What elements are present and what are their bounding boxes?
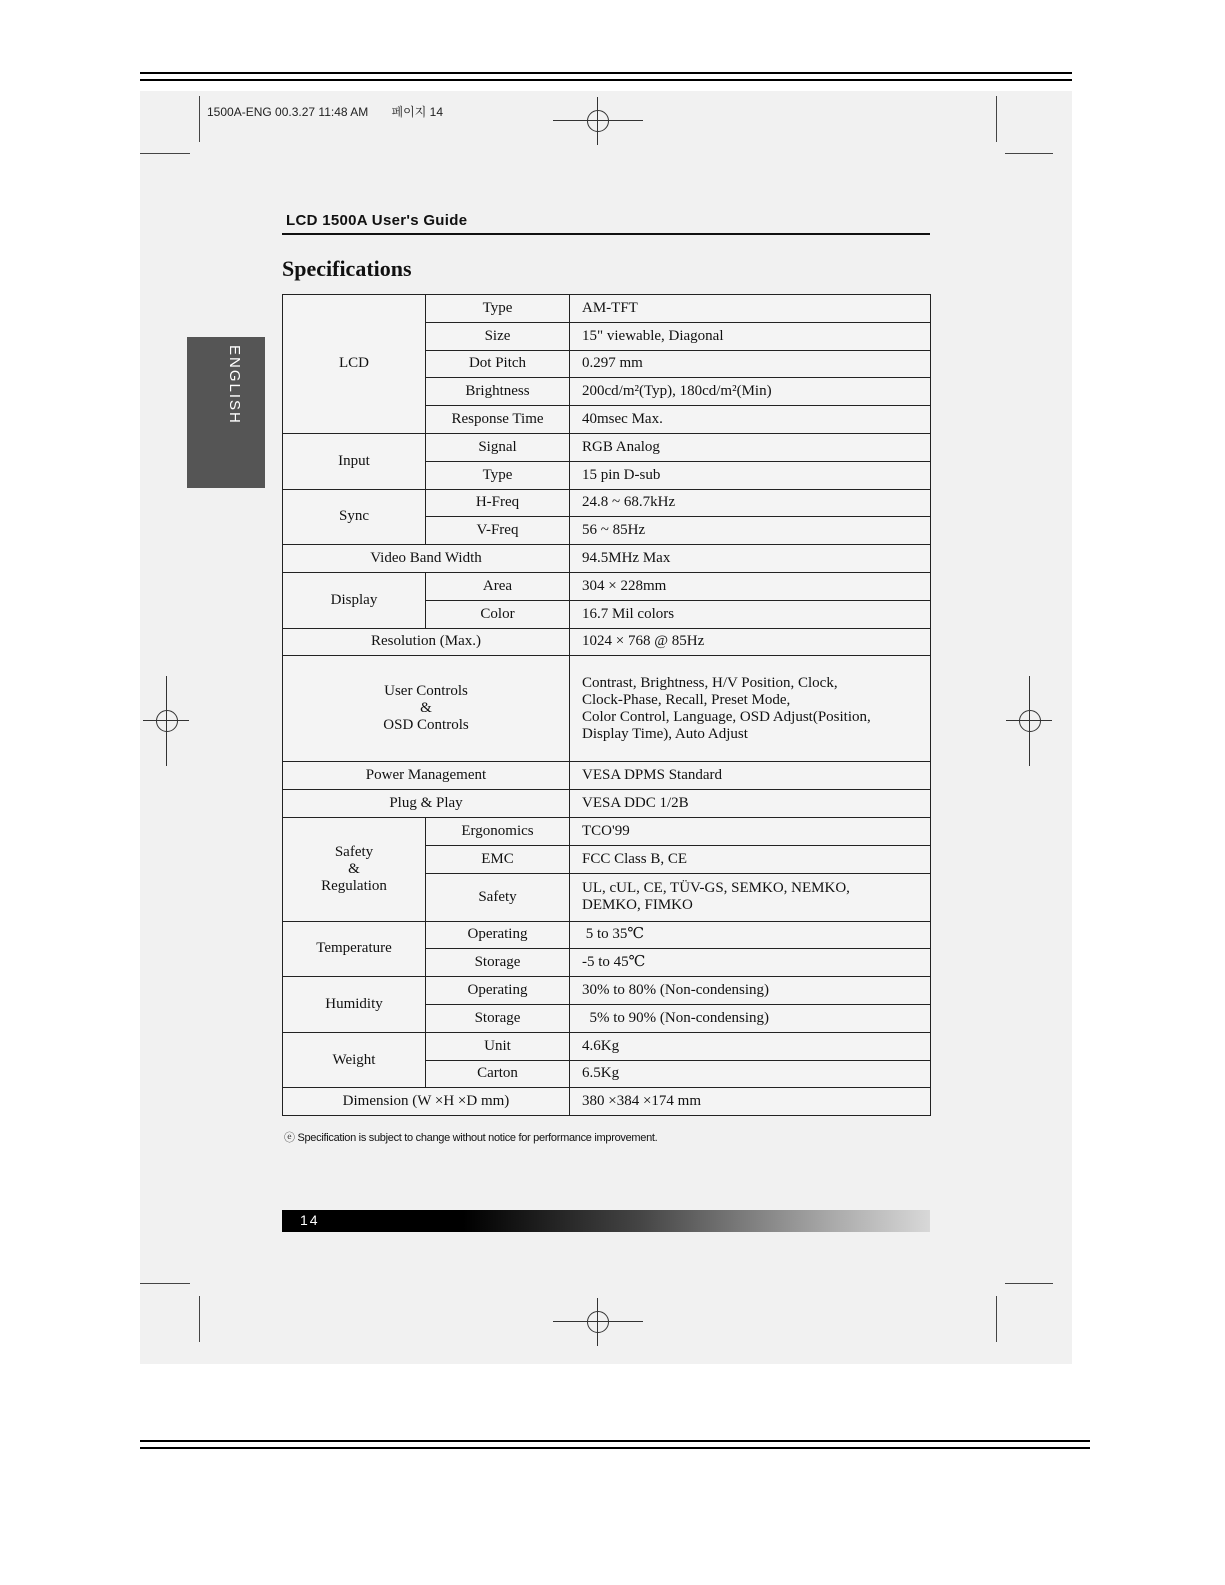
spec-value-cell: 0.297 mm — [570, 350, 931, 378]
spec-item-cell: EMC — [426, 845, 570, 873]
spec-item-cell: Size — [426, 322, 570, 350]
spec-row — [283, 545, 931, 573]
spec-value-cell: 30% to 80% (Non-condensing) — [570, 977, 931, 1005]
spec-value-cell: 1024 × 768 @ 85Hz — [570, 628, 931, 656]
spec-item-cell: Storage — [426, 949, 570, 977]
spec-value-cell: 15" viewable, Diagonal — [570, 322, 931, 350]
spec-group-cell: Temperature — [283, 921, 426, 977]
spec-value-cell: TCO'99 — [570, 817, 931, 845]
spec-row — [283, 433, 931, 461]
spec-item-cell: V-Freq — [426, 517, 570, 545]
spec-group-cell: User Controls & OSD Controls — [283, 656, 570, 762]
spec-item-cell: Carton — [426, 1060, 570, 1088]
spec-value-cell: 15 pin D-sub — [570, 461, 931, 489]
spec-value-cell: -5 to 45℃ — [570, 949, 931, 977]
spec-value-cell: 56 ~ 85Hz — [570, 517, 931, 545]
page-number-bar — [282, 1210, 930, 1232]
spec-group-cell: Input — [283, 433, 426, 489]
spec-value-cell: RGB Analog — [570, 433, 931, 461]
spec-value-cell: 304 × 228mm — [570, 572, 931, 600]
spec-value-cell: VESA DDC 1/2B — [570, 790, 931, 818]
crop-mark — [199, 1296, 200, 1342]
registration-mark-icon — [553, 1298, 643, 1346]
spec-value-cell: FCC Class B, CE — [570, 845, 931, 873]
crop-mark — [1005, 1283, 1053, 1284]
spec-value-cell: 6.5Kg — [570, 1060, 931, 1088]
spec-row — [283, 489, 931, 517]
spec-item-cell: Response Time — [426, 406, 570, 434]
spec-value-cell: 4.6Kg — [570, 1032, 931, 1060]
top-double-rule — [140, 72, 1072, 81]
spec-group-cell: Plug & Play — [283, 790, 570, 818]
spec-item-cell: Type — [426, 295, 570, 323]
spec-value-cell: AM-TFT — [570, 295, 931, 323]
spec-value-cell: 40msec Max. — [570, 406, 931, 434]
crop-mark — [199, 96, 200, 142]
language-tab — [187, 337, 265, 488]
footnote: ⓔ Specification is subject to change without notice for performance improvement. — [284, 1132, 658, 1144]
crop-mark — [996, 96, 997, 142]
spec-row — [283, 572, 931, 600]
spec-item-cell: Type — [426, 461, 570, 489]
bottom-double-rule — [140, 1440, 1090, 1449]
page-number: 14 — [300, 1212, 320, 1228]
registration-mark-icon — [553, 97, 643, 145]
spec-group-cell: Dimension (W ×H ×D mm) — [283, 1088, 570, 1116]
specifications-table — [282, 294, 931, 1116]
spec-value-cell: 16.7 Mil colors — [570, 600, 931, 628]
spec-item-cell: Safety — [426, 873, 570, 921]
spec-group-cell: Resolution (Max.) — [283, 628, 570, 656]
spec-row — [283, 628, 931, 656]
printer-slug: 1500A-ENG 00.3.27 11:48 AM 페이지 14 — [207, 105, 444, 119]
spec-item-cell: Area — [426, 572, 570, 600]
spec-row — [283, 656, 931, 762]
spec-row — [283, 1088, 931, 1116]
spec-group-cell: Humidity — [283, 977, 426, 1033]
spec-row — [283, 921, 931, 949]
spec-value-cell: 200cd/m²(Typ), 180cd/m²(Min) — [570, 378, 931, 406]
spec-value-cell: 94.5MHz Max — [570, 545, 931, 573]
spec-row — [283, 790, 931, 818]
spec-row — [283, 762, 931, 790]
crop-mark — [140, 1283, 190, 1284]
crop-mark — [996, 1296, 997, 1342]
guide-header-title: LCD 1500A User's Guide — [286, 212, 468, 229]
spec-item-cell: Operating — [426, 921, 570, 949]
spec-item-cell: Ergonomics — [426, 817, 570, 845]
spec-group-cell: Power Management — [283, 762, 570, 790]
spec-item-cell: Signal — [426, 433, 570, 461]
page-title: Specifications — [282, 256, 412, 281]
registration-mark-icon — [143, 676, 189, 766]
spec-item-cell: H-Freq — [426, 489, 570, 517]
spec-value-cell: 24.8 ~ 68.7kHz — [570, 489, 931, 517]
spec-item-cell: Dot Pitch — [426, 350, 570, 378]
header-divider — [282, 233, 930, 235]
spec-value-cell: 380 ×384 ×174 mm — [570, 1088, 931, 1116]
spec-group-cell: Display — [283, 572, 426, 628]
spec-group-cell: Safety & Regulation — [283, 817, 426, 921]
spec-value-cell: UL, cUL, CE, TÜV-GS, SEMKO, NEMKO, DEMKO, FIMKO — [570, 873, 931, 921]
spec-row — [283, 1032, 931, 1060]
spec-group-cell: Sync — [283, 489, 426, 545]
crop-mark — [1005, 153, 1053, 154]
spec-value-cell: 5% to 90% (Non-condensing) — [570, 1004, 931, 1032]
language-tab-label: ENGLISH — [226, 345, 243, 425]
spec-item-cell: Unit — [426, 1032, 570, 1060]
spec-group-cell: Weight — [283, 1032, 426, 1088]
spec-value-cell: Contrast, Brightness, H/V Position, Clock, Clock-Phase, Recall, Preset Mode, Color Control, Language, OSD Adjust(Position, Display Time), Auto Adjust — [570, 656, 931, 762]
spec-item-cell: Operating — [426, 977, 570, 1005]
spec-group-cell: Video Band Width — [283, 545, 570, 573]
registration-mark-icon — [1006, 676, 1052, 766]
spec-value-cell: 5 to 35℃ — [570, 921, 931, 949]
spec-value-cell: VESA DPMS Standard — [570, 762, 931, 790]
spec-row — [283, 977, 931, 1005]
crop-mark — [140, 153, 190, 154]
spec-row — [283, 295, 931, 323]
spec-item-cell: Color — [426, 600, 570, 628]
spec-item-cell: Brightness — [426, 378, 570, 406]
spec-item-cell: Storage — [426, 1004, 570, 1032]
spec-row — [283, 817, 931, 845]
spec-group-cell: LCD — [283, 295, 426, 434]
